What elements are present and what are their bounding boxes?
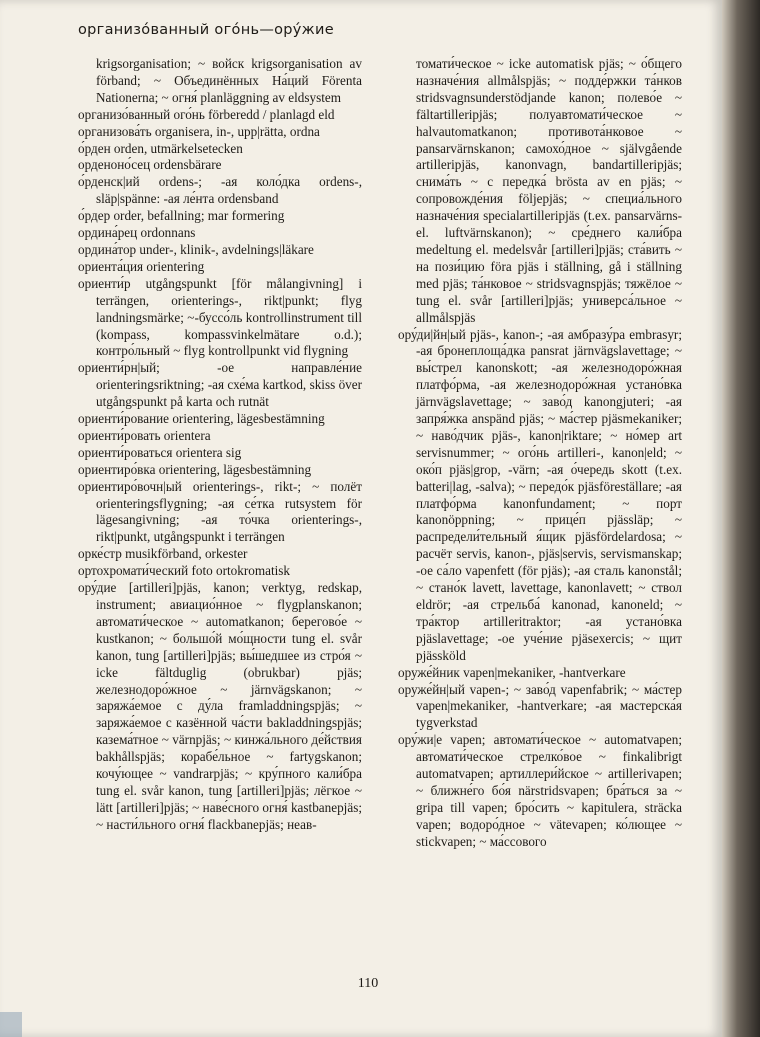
dictionary-entry: ориенти́рн|ый; -ое направле́ние orienteringsriktning; -ая схе́ма kartkod, skiss över utgångspunkt på karta och rutnät [78, 360, 362, 410]
dictionary-entry: ордина́тор under-, klinik-, avdelnings|läkare [78, 241, 314, 257]
dictionary-entry: ориенти́ровать orientera [78, 427, 211, 443]
dictionary-entry: ору́ди|йн|ый pjäs-, kanon-; -ая амбразу́ра embrasyr; -ая бронеплоща́дка pansrat järnvägslavettage; ~ вы́стрел kanonskott; -ая железнодоро́жная платфо́рма, -ая железнодоро́жная устано́вка järnvägslavettage; ~ заво́д kanongjuteri; -ая запря́жка anspänd pjäs; ~ ма́стер pjäsmekaniker; ~ наво́дчик pjäs-, kanon|riktare; ~ но́мер art servisnummer; ~ ого́нь artilleri-, kanon|eld; ~ око́п pjäs|grop, -värn; -ая о́чередь skott (t.ex. batteri|lag, -salva); ~ передо́к pjäsföreställare; -ая платфо́рма kanonfundament; ~ порт kanonöppning; ~ прице́п pjässläp; ~ распредели́тельный я́щик pjäsfördelardosa; ~ расчёт servis, kanon-, pjäs|servis, servismanskap; -ое са́ло vapenfett (för pjäs); -ая сталь kanonstål; ~ стано́к lavett, lavettage, kanonlavett; ~ ствол eldrör; -ая стрельба́ kanonad, kanoneld; ~ тра́ктор artilleritraktor; -ая устано́вка pjäslavettage; -ое уче́ние pjäsexercis; ~ щит pjässköld [398, 326, 682, 663]
dictionary-entry: ориентиро́вочн|ый orienterings-, rikt-; ~ полёт orienteringsflygning; -ая се́тка rutsystem för lägesangivning; -ая то́чка orienterings-, rikt|punkt, utgångspunkt i terrängen [78, 478, 362, 545]
dictionary-entry: оруже́йник vapen|mekaniker, -hantverkare [398, 664, 626, 680]
right-column [398, 56, 682, 851]
dictionary-entry: ориенти́рование orientering, lägesbestämning [78, 411, 325, 427]
dictionary-entry: ориенти́р utgångspunkt [för målangivning] i terrängen, orienterings-, rikt|punkt; flyg landningsmärke; ~-буссо́ль kontrollinstrument till (kompass, kompassvinkelmätare o.d.); контро́льный ~ flyg kontrollpunkt vid flygning [78, 275, 362, 359]
corner-tab [0, 1012, 22, 1037]
dictionary-entry: ору́дие [artilleri]pjäs, kanon; verktyg, redskap, instrument; авиацио́нное ~ flygplanskanon; автомати́ческое ~ automatkanon; берегово́е ~ kustkanon; ~ большо́й мо́щности tung el. svår kanon, tung [artilleri]pjäs; вы́шедшее из стро́я ~ icke fältduglig (obrukbar) pjäs; железнодоро́жное ~ järnvägskanon; ~ заряжа́емое с ду́ла framladdningspjäs; ~ заряжа́емое с казённой ча́сти bakladdningspjäs; казема́тное ~ värnpjäs; ~ кинжа́льного де́йствия bakhållspjäs; корабе́льное ~ fartygskanon; кочу́ющее ~ vandrarpjäs; ~ кру́пного кали́бра tung el. svår kanon, tung [artilleri]pjäs; лёгкое ~ lätt [artilleri]pjäs; ~ наве́сного огня́ kastbanepjäs; ~ насти́льного огня́ flackbanepjäs; неав- [78, 580, 362, 832]
left-column [78, 56, 362, 834]
dictionary-entry: о́рден orden, utmärkelsetecken [78, 140, 243, 156]
dictionary-entry: ортохромати́ческий foto ortokromatisk [78, 563, 290, 579]
dictionary-entry: krigsorganisation; ~ войск krigsorganisation av förband; ~ Объединённых На́ций Förenta Nationerna; ~ огня́ planläggning av eldsystem [96, 56, 362, 105]
dictionary-entry: ору́жи|е vapen; автомати́ческое ~ automatvapen; автомати́ческое стрелко́вое ~ finkalibrigt automatvapen; артиллери́йское ~ artillerivapen; ~ ближне́го бо́я närstridsvapen; бра́ться за ~ gripa till vapen; бро́сить ~ kapitulera, sträcka vapen; водоро́дное ~ vätevapen; ко́лющее ~ stickvapen; ~ ма́ссового [398, 732, 682, 849]
dictionary-entry: ориента́ция orientering [78, 258, 205, 274]
running-head: организо́ванный ого́нь—ору́жие [78, 22, 334, 38]
dictionary-entry: о́рденск|ий ordens-; -ая коло́дка ordens-, släp|spänne: -ая ле́нта ordensband [78, 174, 362, 207]
page-edge-shadow [722, 0, 760, 1037]
page-number: 110 [357, 976, 379, 991]
dictionary-entry: организо́ванный ого́нь förberedd / planlagd eld [78, 106, 335, 122]
dictionary-entry: организова́ть organisera, in-, upp|rätta, ordna [78, 123, 320, 139]
dictionary-entry: ориенти́роваться orientera sig [78, 444, 242, 460]
dictionary-entry: томати́ческое ~ icke automatisk pjäs; ~ о́бщего назначе́ния allmålspjäs; ~ подде́ржки та́нков stridsvagnsunderstödjande kanon; полево́е ~ fältartilleripjäs; полуавтомати́ческое ~ halvautomatkanon; противота́нковое ~ pansarvärnskanon; самохо́дное ~ självgående artilleripjäs, kanonvagn, bandartilleripjäs; снима́ть ~ с передка́ brösta av en pjäs; ~ сопровожде́ния följepjäs; ~ специа́льного назначе́ния specialartilleripjäs (t.ex. pansarvärns- el. luftvärnskanon); ~ сре́днего кали́бра medeltung el. medelsvår [artilleri]pjäs; ста́вить ~ на пози́цию föra pjäs i ställning, gå i ställning med pjäs; та́нковое ~ stridsvagnspjäs; тяжёлое ~ tung el. svår [artilleri]pjäs; универса́льное ~ allmålspjäs [416, 56, 682, 325]
dictionary-entry: оруже́йн|ый vapen-; ~ заво́д vapenfabrik; ~ ма́стер vapen|mekaniker, -hantverkare; -ая мастерска́я tygverkstad [398, 681, 682, 731]
dictionary-entry: орке́стр musikförband, orkester [78, 546, 248, 562]
dictionary-entry: ордина́рец ordonnans [78, 225, 196, 241]
dictionary-entry: о́рдер order, befallning; mar formering [78, 208, 285, 224]
dictionary-entry: ориентиро́вка orientering, lägesbestämning [78, 461, 312, 477]
dictionary-entry: орденоно́сец ordensbärare [78, 157, 222, 173]
